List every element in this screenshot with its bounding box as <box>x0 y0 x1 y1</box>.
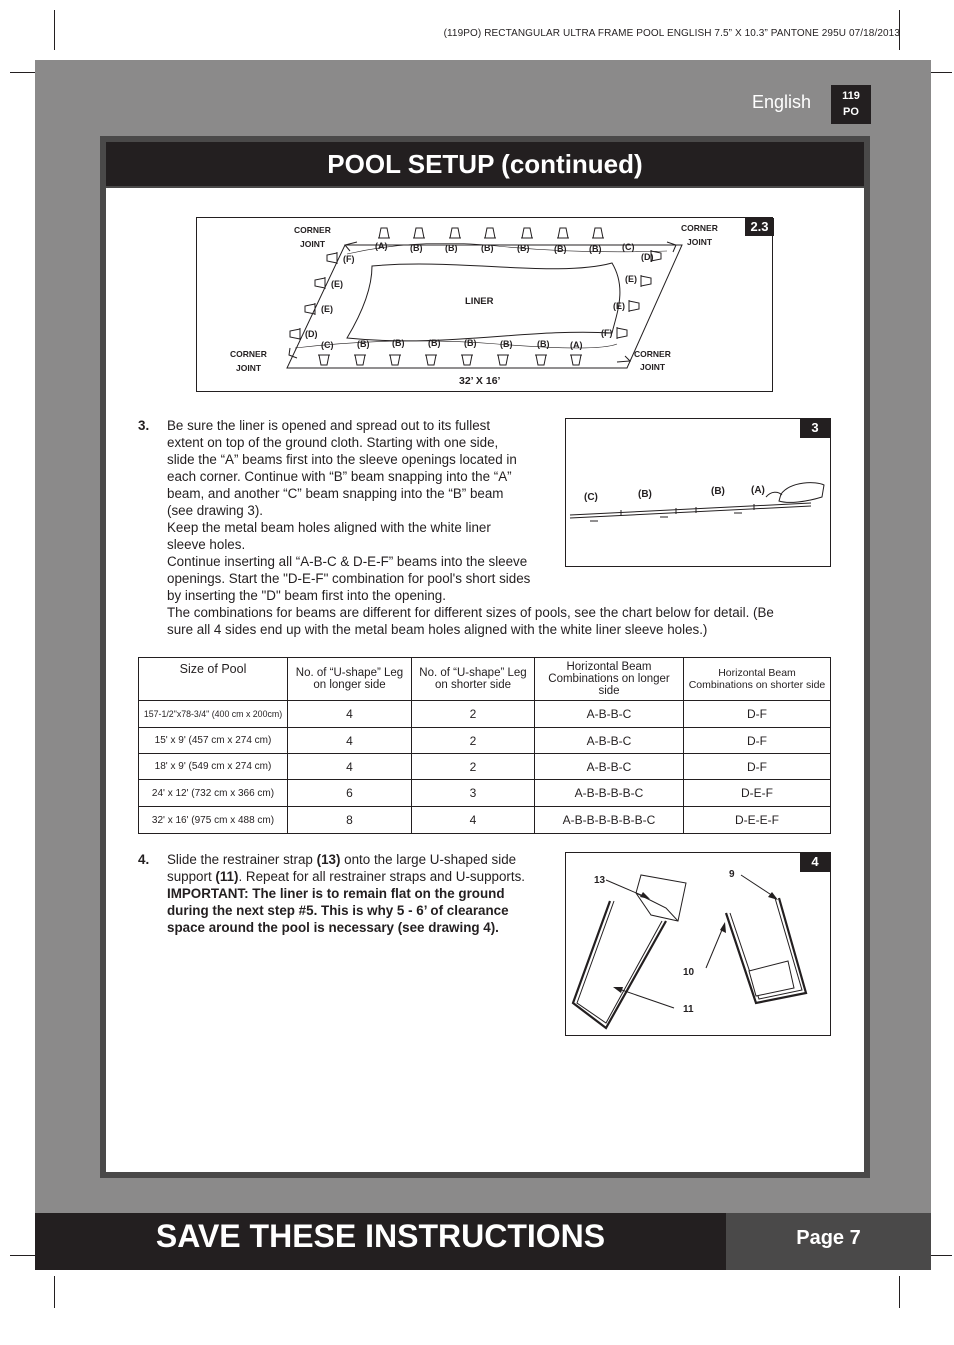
step3-line: beam, and another “C” beam snapping into the “B” beam <box>167 486 504 501</box>
beam-label-bottom: (B) <box>428 338 441 348</box>
u-legs-top <box>378 228 604 238</box>
step4-text: . Repeat for all restrainer straps and U-supports. <box>238 869 526 884</box>
table-cell: A-B-B-B-B-B-B-C <box>535 807 684 834</box>
beam-label-right: (E) <box>625 274 637 284</box>
u-leg-icon <box>315 277 325 289</box>
figure-2-3 <box>196 217 773 392</box>
table-cell: D-F <box>684 754 831 780</box>
important-line: during the next step #5. This is why 5 - 6’ of clearance <box>167 903 509 918</box>
corner-joint-tr-1: CORNER <box>681 223 718 233</box>
crop-mark <box>10 72 38 73</box>
step3-line: extent on top of the ground cloth. Starting with one side, <box>167 435 499 450</box>
table-cell: A-B-B-B-B-C <box>535 780 684 807</box>
beam-label-bottom: (A) <box>570 340 583 350</box>
beam-label-top: (B) <box>589 244 602 254</box>
header-text: on shorter side <box>434 679 512 691</box>
step4-line <box>167 868 562 885</box>
part-ref: (13) <box>316 852 341 867</box>
corner-joint-br-1: CORNER <box>634 349 671 359</box>
beam-label-top: (B) <box>481 243 494 253</box>
u-leg-icon <box>521 228 533 238</box>
u-legs-bottom <box>318 355 582 365</box>
step3-line: slide the “A” beams first into the sleeve openings located in <box>167 452 517 467</box>
table-cell: 4 <box>288 728 412 754</box>
beam-label: (B) <box>711 486 725 497</box>
section-title: POOL SETUP (continued) <box>106 142 864 186</box>
table-header <box>288 658 412 701</box>
table-cell: A-B-B-C <box>535 728 684 754</box>
table-cell: 4 <box>412 807 535 834</box>
table-cell: 8 <box>288 807 412 834</box>
u-leg-icon <box>641 275 651 287</box>
step3-line: Continue inserting all “A-B-C & D-E-F” beams into the sleeve <box>167 554 528 569</box>
table-cell: 24' x 12' (732 cm x 366 cm) <box>139 780 288 807</box>
beam-combination-table <box>138 657 831 834</box>
beam-label-bottom: (B) <box>392 338 405 348</box>
beam-label-top: (B) <box>517 243 530 253</box>
beam-label-top: (C) <box>622 242 635 252</box>
step3-line: sleeve holes. <box>167 537 246 552</box>
crop-mark <box>10 1255 36 1256</box>
u-leg-icon <box>305 303 315 315</box>
badge-line2: PO <box>843 106 859 118</box>
step3-line: Keep the metal beam holes aligned with the white liner <box>167 520 491 535</box>
u-leg-icon <box>290 328 300 340</box>
u-leg-icon <box>617 327 627 339</box>
u-leg-icon <box>449 228 461 238</box>
step4-text: support <box>167 869 216 884</box>
model-badge <box>831 85 871 124</box>
important-line: IMPORTANT: The liner is to remain flat on the ground <box>167 886 505 901</box>
table-cell: 2 <box>412 728 535 754</box>
header-text: No. of “U-shape” Leg <box>419 667 527 679</box>
pool-layout-diagram <box>197 218 771 390</box>
beam-label-bottom: (B) <box>464 338 477 348</box>
step4-text: onto the large U-shaped side <box>340 852 517 867</box>
header-text: Combinations on shorter side <box>688 679 826 691</box>
step3-line: The combinations for beams are different for different sizes of pools, see the chart below for detail. (Be <box>167 605 774 620</box>
table-row <box>139 754 831 780</box>
u-leg-icon <box>497 355 509 365</box>
table-row <box>139 807 831 834</box>
beam-label-bottom: (B) <box>357 339 370 349</box>
footer-title: SAVE THESE INSTRUCTIONS <box>35 1213 726 1270</box>
beam-label-right: (D) <box>641 252 654 262</box>
step4-text: Slide the restrainer strap <box>167 852 317 867</box>
corner-joint-tr-2: JOINT <box>687 237 713 247</box>
table-row <box>139 701 831 728</box>
table-cell: 18' x 9' (549 cm x 274 cm) <box>139 754 288 780</box>
table-cell: 15' x 9' (457 cm x 274 cm) <box>139 728 288 754</box>
table-header <box>412 658 535 701</box>
table-cell: 157-1/2"x78-3/4" (400 cm x 200cm) <box>139 701 288 728</box>
u-leg-icon <box>354 355 366 365</box>
step3-line: each corner. Continue with “B” beam snapping into the “A” <box>167 469 512 484</box>
u-leg-icon <box>484 228 496 238</box>
liner-label: LINER <box>465 296 494 307</box>
beam-label-right: (E) <box>613 301 625 311</box>
corner-joint-br-2: JOINT <box>640 362 666 372</box>
table-cell: D-F <box>684 701 831 728</box>
badge-line1: 119 <box>842 90 860 102</box>
table-cell: A-B-B-C <box>535 754 684 780</box>
header-text: Horizontal Beam <box>718 667 796 679</box>
beam-label-bottom: (B) <box>537 339 550 349</box>
table-cell: A-B-B-C <box>535 701 684 728</box>
u-leg-icon <box>378 228 390 238</box>
table-header-row <box>139 658 831 701</box>
beam-label-left: (D) <box>305 329 318 339</box>
figure-tag-4: 4 <box>800 853 830 872</box>
table-cell: 4 <box>288 754 412 780</box>
table-cell: 2 <box>412 754 535 780</box>
restrainer-strap-diagram <box>566 853 829 1034</box>
u-leg-icon <box>461 355 473 365</box>
beam-insertion-diagram <box>566 419 829 565</box>
table-cell: D-F <box>684 728 831 754</box>
part-number: 10 <box>683 967 695 978</box>
table-row <box>139 728 831 754</box>
beam-label-left: (F) <box>343 254 355 264</box>
figure-tag-2-3: 2.3 <box>745 218 774 236</box>
table-header <box>139 658 288 701</box>
beam-label-top: (B) <box>554 244 567 254</box>
table-header <box>684 658 831 701</box>
step-number: 3. <box>138 418 150 433</box>
beam-label: (A) <box>751 485 765 496</box>
part-number: 13 <box>594 875 606 886</box>
important-line: space around the pool is necessary (see drawing 4). <box>167 920 499 935</box>
step3-line: (see drawing 3). <box>167 503 264 518</box>
u-leg-icon <box>425 355 437 365</box>
beam-label-bottom: (C) <box>321 340 334 350</box>
header-text: Combinations on longer side <box>548 673 670 697</box>
table-cell: 32' x 16' (975 cm x 488 cm) <box>139 807 288 834</box>
figure-4 <box>565 852 831 1036</box>
beam-label: (B) <box>638 489 652 500</box>
corner-joint-tl-1: CORNER <box>294 225 331 235</box>
u-legs-right <box>617 250 661 339</box>
step-4 <box>138 851 562 936</box>
step3-line: by inserting the "D" beam first into the opening. <box>167 588 446 603</box>
table-cell: 2 <box>412 701 535 728</box>
table-cell: 4 <box>288 701 412 728</box>
step3-line: sure all 4 sides end up with the metal beam holes aligned with the white liner sleeve holes.) <box>167 622 708 637</box>
header-text: Size of Pool <box>179 662 247 676</box>
crop-mark <box>54 10 55 50</box>
header-text: Horizontal Beam <box>566 661 652 673</box>
part-ref: (11) <box>215 869 239 884</box>
page-number: Page 7 <box>726 1213 931 1270</box>
header-text: No. of “U-shape” Leg <box>295 667 404 679</box>
u-legs-left <box>290 252 337 340</box>
print-spec-line: (119PO) RECTANGULAR ULTRA FRAME POOL ENGLISH 7.5” X 10.3” PANTONE 295U 07/18/2013 <box>443 28 900 39</box>
figure-3 <box>565 418 831 567</box>
crop-mark <box>54 1276 55 1308</box>
corner-joint-bl-1: CORNER <box>230 349 267 359</box>
table-row <box>139 780 831 807</box>
corner-joint-tl-2: JOINT <box>300 239 326 249</box>
beam-label-top: (B) <box>410 243 423 253</box>
language-label: English <box>752 92 812 112</box>
beam-label-bottom: (B) <box>500 339 513 349</box>
u-leg-icon <box>557 228 569 238</box>
u-leg-icon <box>389 355 401 365</box>
corner-joint-bl-2: JOINT <box>236 363 262 373</box>
crop-mark <box>899 1276 900 1308</box>
u-leg-icon <box>570 355 582 365</box>
u-leg-icon <box>413 228 425 238</box>
table-cell: D-E-F <box>684 780 831 807</box>
step3-line: Be sure the liner is opened and spread out to its fullest <box>167 418 491 433</box>
beam-label-top: (A) <box>375 241 388 251</box>
table-cell: 3 <box>412 780 535 807</box>
u-leg-icon <box>629 300 639 312</box>
pool-size-label: 32’ X 16’ <box>459 375 501 387</box>
u-leg-icon <box>592 228 604 238</box>
u-leg-icon <box>327 252 337 264</box>
beam-label-left: (E) <box>321 304 333 314</box>
step3-line: openings. Start the "D-E-F" combination for pool's short sides <box>167 571 531 586</box>
table-cell: 6 <box>288 780 412 807</box>
header-text: on longer side <box>313 679 386 691</box>
step4-line <box>167 851 562 868</box>
u-leg-icon <box>318 355 330 365</box>
beam-label-left: (E) <box>331 279 343 289</box>
beam-label-top: (B) <box>445 243 458 253</box>
step-number: 4. <box>138 852 150 867</box>
figure-tag-3: 3 <box>800 419 830 438</box>
part-number: 9 <box>729 869 735 880</box>
u-leg-icon <box>535 355 547 365</box>
part-number: 11 <box>683 1004 694 1015</box>
beam-label: (C) <box>584 492 598 503</box>
table-cell: D-E-E-F <box>684 807 831 834</box>
table-header <box>535 658 684 701</box>
beam-label-right: (F) <box>601 328 613 338</box>
